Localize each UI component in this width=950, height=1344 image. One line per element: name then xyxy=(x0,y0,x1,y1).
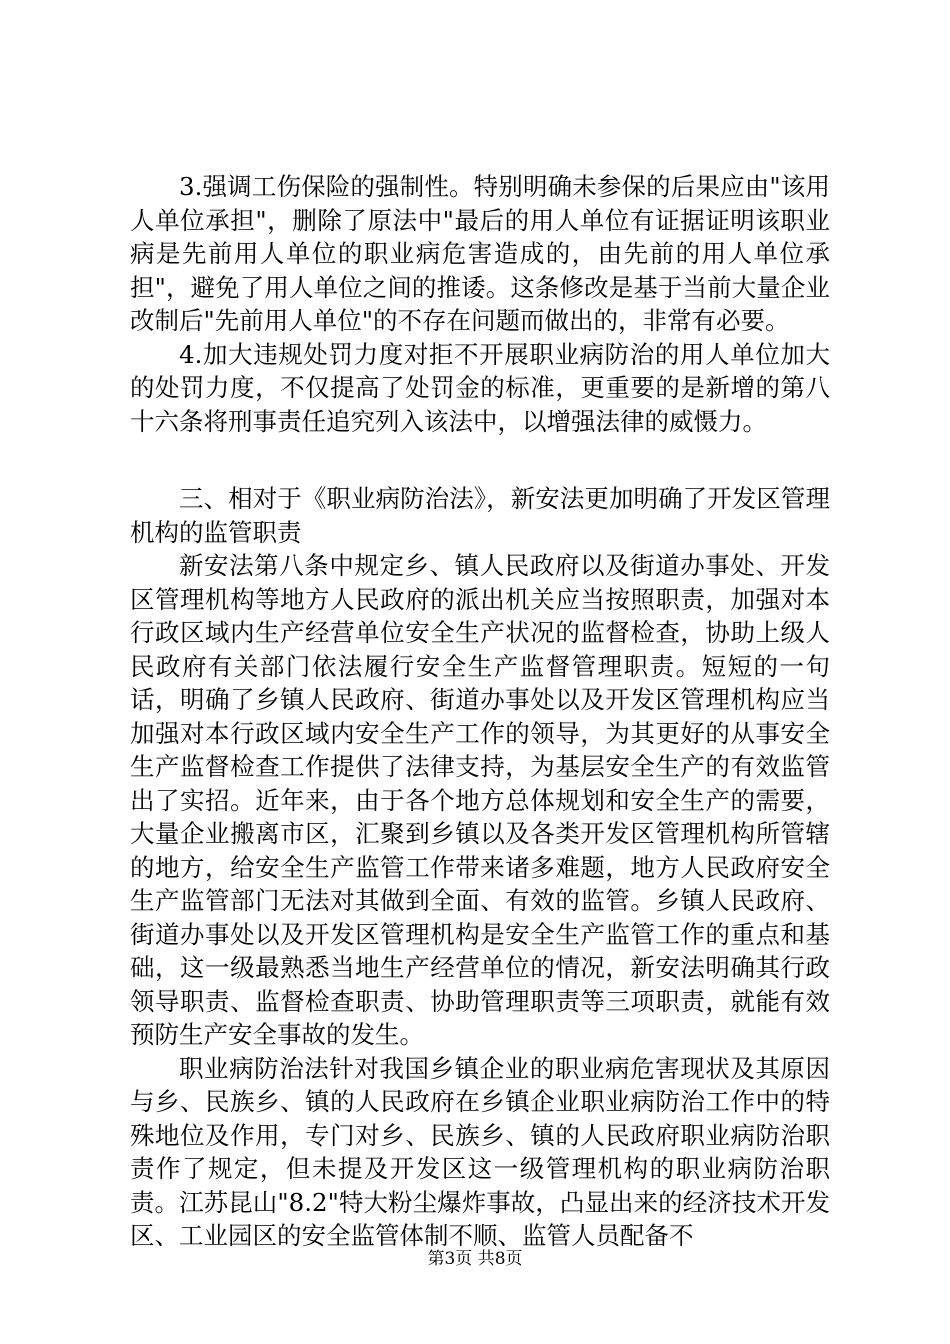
page-footer: 第3页 共8页 xyxy=(427,1249,523,1269)
paragraph-occupational-disease-law: 职业病防治法针对我国乡镇企业的职业病危害现状及其原因与乡、民族乡、镇的人民政府在乡镇企业职业病防治工作中的特殊地位及作用，专门对乡、民族乡、镇的人民政府职业病防治职责作了规定，但未提及开发区这一级管理机构的职业病防治职责。江苏昆山"8.2"特大粉尘爆炸事故，凸显出来的经济技术开发区、工业园区的安全监管体制不顺、监管人员配备不 xyxy=(130,1053,830,1250)
paragraph-new-safety-law: 新安法第八条中规定乡、镇人民政府以及街道办事处、开发区管理机构等地方人民政府的派出机关应当按照职责，加强对本行政区域内生产经营单位安全生产状况的监督检查，协助上级人民政府有关部门依法履行安全生产监督管理职责。短短的一句话，明确了乡镇人民政府、街道办事处以及开发区管理机构应当加强对本行政区域内安全生产工作的领导，为其更好的从事安全生产监督检查工作提供了法律支持，为基层安全生产的有效监管出了实招。近年来，由于各个地方总体规划和安全生产的需要，大量企业搬离市区，汇聚到乡镇以及各类开发区管理机构所管辖的地方，给安全生产监管工作带来诸多难题，地方人民政府安全生产监管部门无法对其做到全面、有效的监管。乡镇人民政府、街道办事处以及开发区管理机构是安全生产监管工作的重点和基础，这一级最熟悉当地生产经营单位的情况，新安法明确其行政领导职责、监督检查职责、协助管理职责等三项职责，就能有效预防生产安全事故的发生。 xyxy=(130,551,830,1049)
section-heading-3: 三、相对于《职业病防治法》，新安法更加明确了开发区管理机构的监管职责 xyxy=(130,484,830,547)
paragraph-item-4: 4.加大违规处罚力度对拒不开展职业病防治的用人单位加大的处罚力度，不仅提高了处罚金的标准，更重要的是新增的第八十六条将刑事责任追究列入该法中，以增强法律的威慑力。 xyxy=(130,339,830,436)
paragraph-item-3: 3.强调工伤保险的强制性。特别明确未参保的后果应由"该用人单位承担"，删除了原法中"最后的用人单位有证据证明该职业病是先前用人单位的职业病危害造成的，由先前的用人单位承担"，避免了用人单位之间的推诿。这条修改是基于当前大量企业改制后"先前用人单位"的不存在问题而做出的，非常有必要。 xyxy=(130,172,830,335)
document-body xyxy=(130,170,830,1253)
